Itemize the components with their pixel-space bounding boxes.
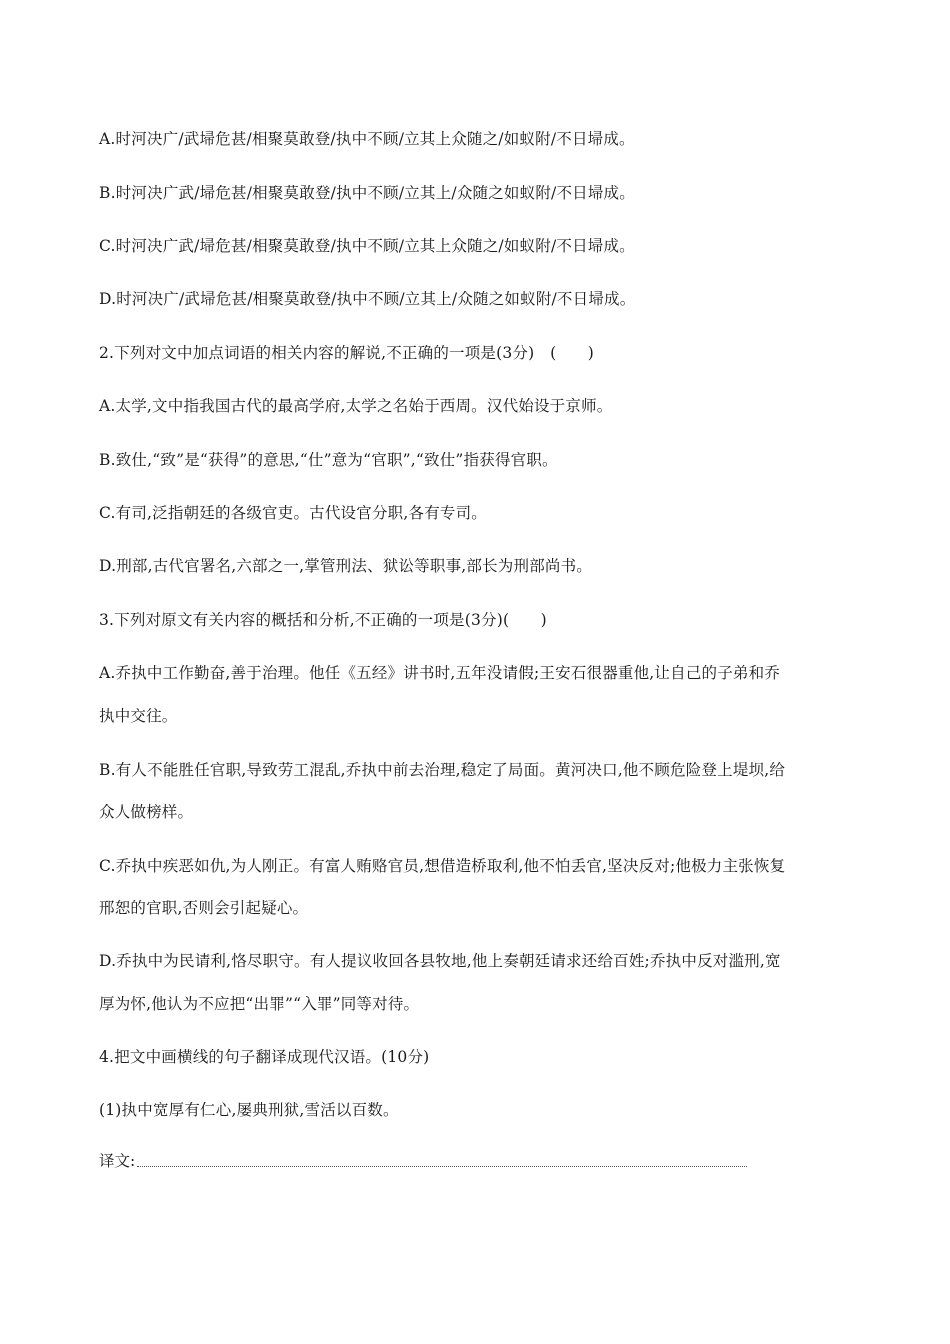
q4-stem: 4.把文中画横线的句子翻译成现代汉语。(10分) [99,1048,430,1066]
q3-option-a-line1: A.乔执中工作勤奋,善于治理。他任《五经》讲书时,五年没请假;王安石很器重他,让自己的子弟和乔 [99,664,781,682]
q3-option-d-line1: D.乔执中为民请利,恪尽职守。有人提议收回各县牧地,他上奏朝廷请求还给百姓;乔执中反对滥刑,宽 [99,952,781,970]
q2-stem: 2.下列对文中加点词语的相关内容的解说,不正确的一项是(3分) ( ) [99,344,594,362]
q4-item-1: (1)执中宽厚有仁心,屡典刑狱,雪活以百数。 [99,1101,399,1119]
q1-option-a: A.时河决广/武埽危甚/相聚莫敢登/执中不顾/立其上众随之/如蚁附/不日埽成。 [99,130,635,148]
q3-option-b-line1: B.有人不能胜任官职,导致劳工混乱,乔执中前去治理,稳定了局面。黄河决口,他不顾危险登上堤坝,给 [99,761,786,779]
q3-stem: 3.下列对原文有关内容的概括和分析,不正确的一项是(3分)( ) [99,611,547,629]
q2-option-c: C.有司,泛指朝廷的各级官吏。古代设官分职,各有专司。 [99,504,487,522]
answer-blank-line[interactable] [137,1166,747,1167]
answer-label: 译文: [99,1152,136,1170]
q3-option-b-line2: 众人做榜样。 [99,803,194,821]
q1-option-b: B.时河决广武/埽危甚/相聚莫敢登/执中不顾/立其上/众随之如蚁附/不日埽成。 [99,184,635,202]
q3-option-c-line2: 邢恕的官职,否则会引起疑心。 [99,899,309,917]
q2-option-a: A.太学,文中指我国古代的最高学府,太学之名始于西周。汉代始设于京师。 [99,397,613,415]
q2-option-d: D.刑部,古代官署名,六部之一,掌管刑法、狱讼等职事,部长为刑部尚书。 [99,557,593,575]
q3-option-d-line2: 厚为怀,他认为不应把“出罪”“入罪”同等对待。 [99,995,420,1013]
q4-answer-row [99,1151,747,1171]
q1-option-d: D.时河决广/武埽危甚/相聚莫敢登/执中不顾/立其上/众随之如蚁附/不日埽成。 [99,290,636,308]
q3-option-a-line2: 执中交往。 [99,707,178,725]
q1-option-c: C.时河决广武/埽危甚/相聚莫敢登/执中不顾/立其上众随之/如蚁附/不日埽成。 [99,237,635,255]
q3-option-c-line1: C.乔执中疾恶如仇,为人刚正。有富人贿赂官员,想借造桥取利,他不怕丢官,坚决反对;他极力主张恢复 [99,857,786,875]
q2-option-b: B.致仕,“致”是“获得”的意思,“仕”意为“官职”,“致仕”指获得官职。 [99,451,558,469]
